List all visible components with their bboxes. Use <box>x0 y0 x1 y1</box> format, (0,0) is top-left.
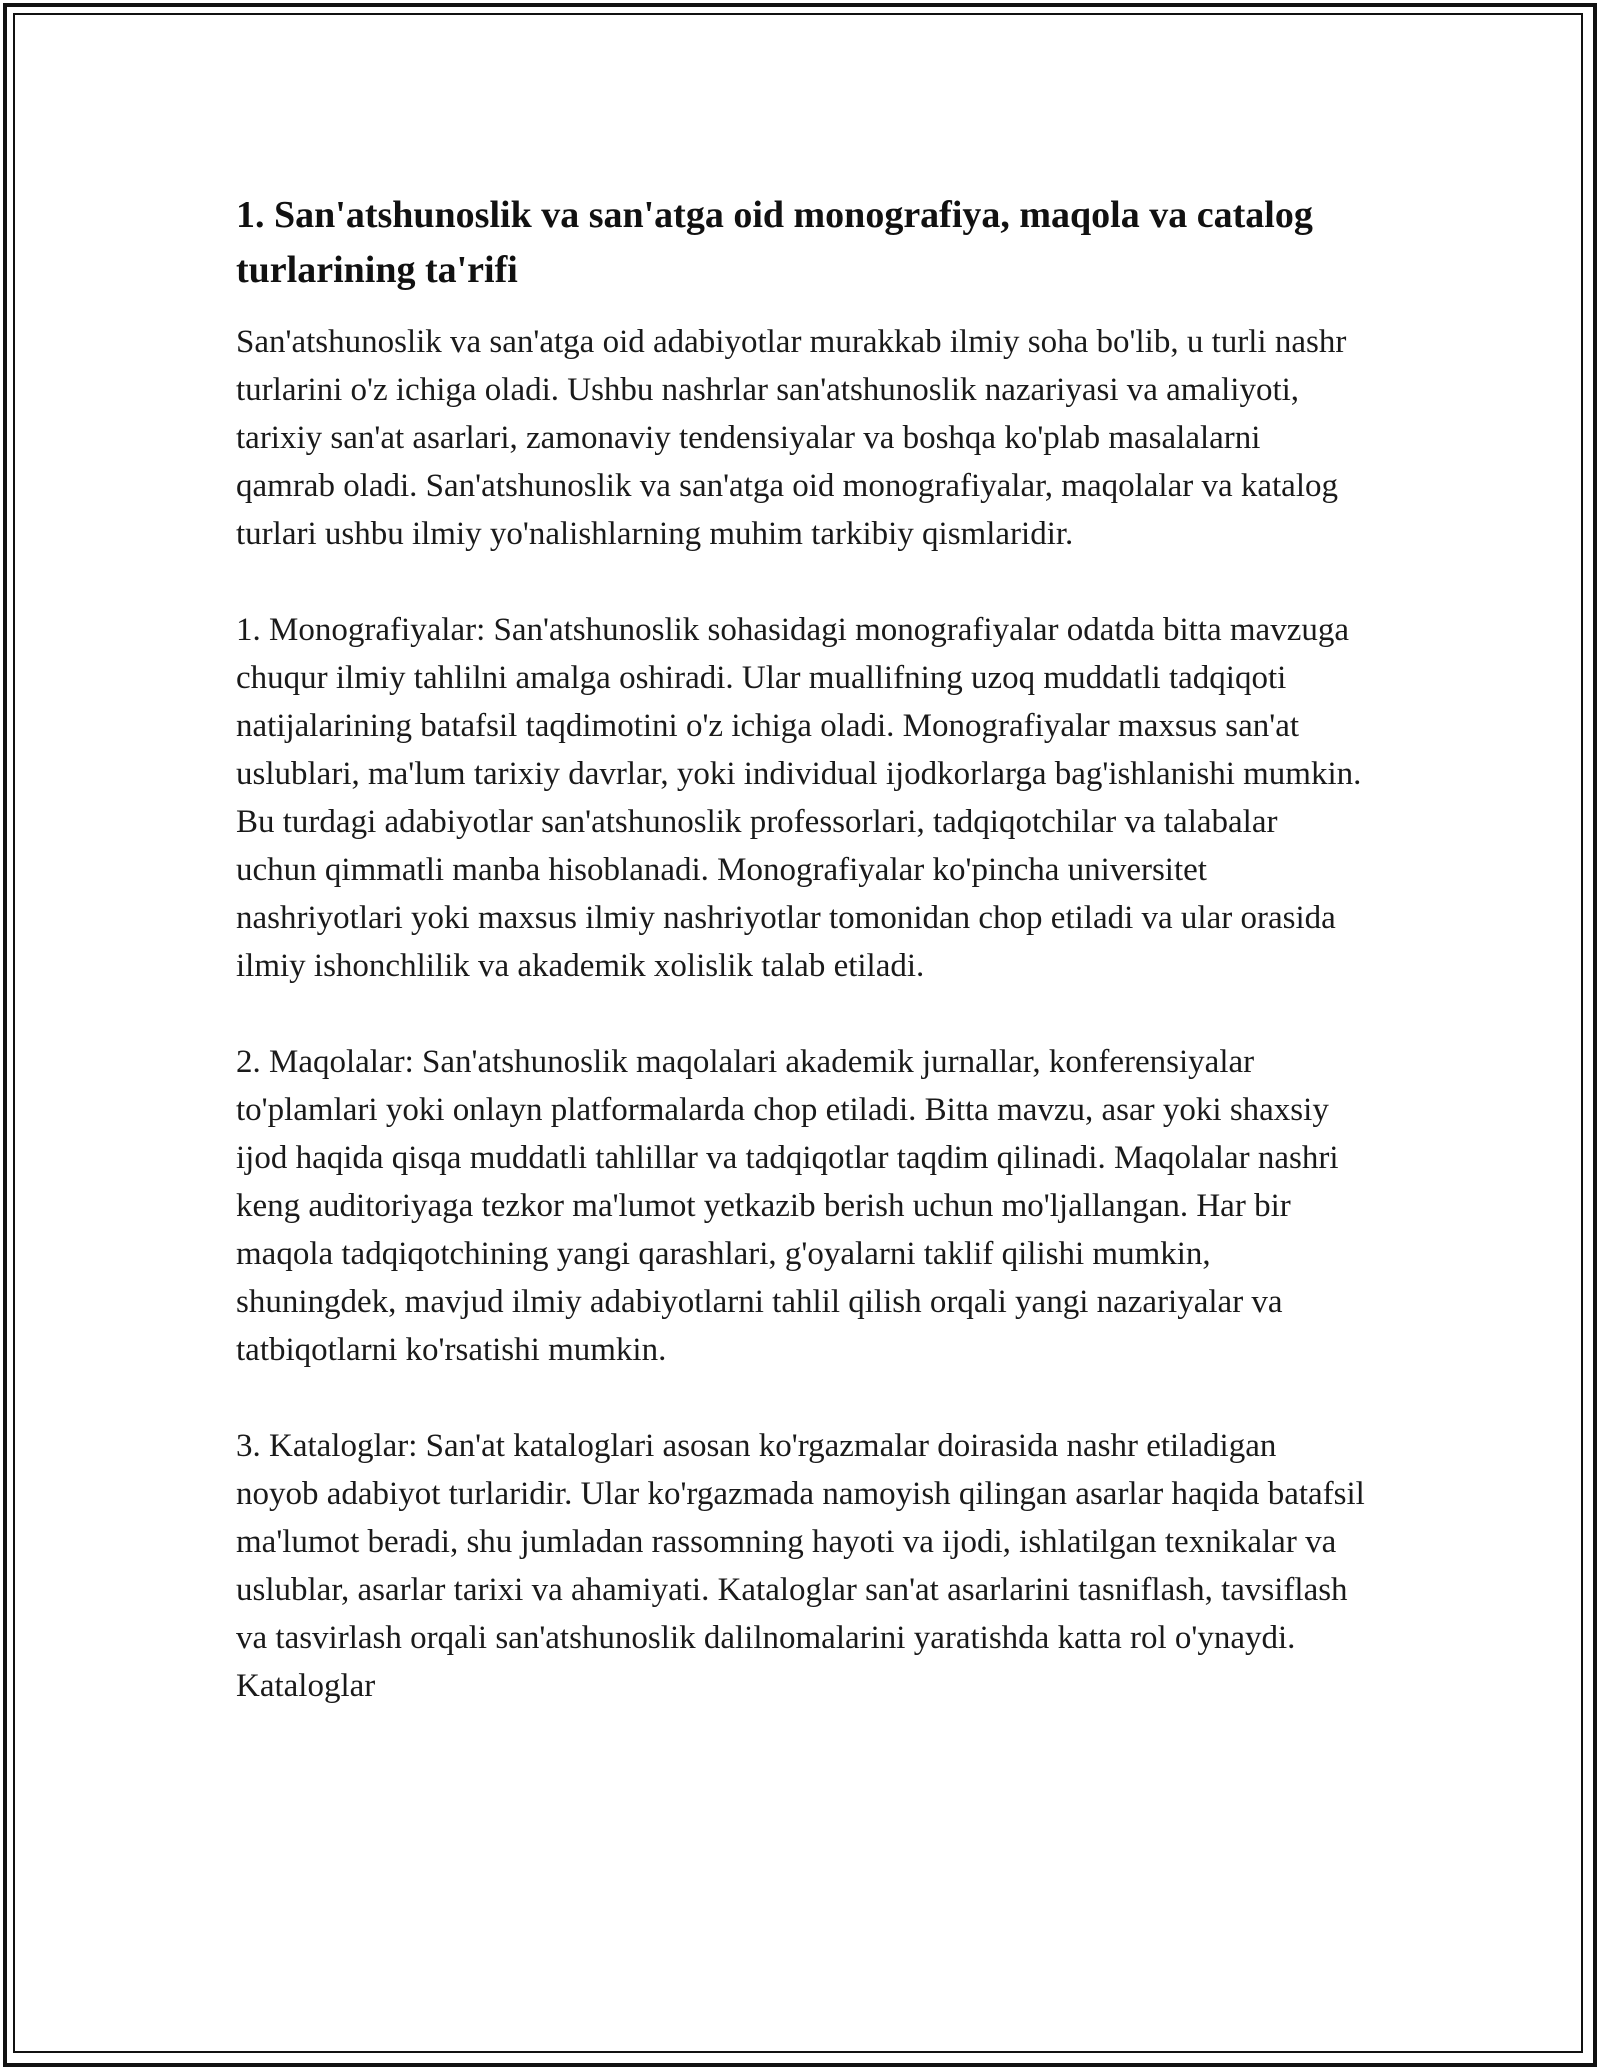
catalogs-paragraph: 3. Kataloglar: San'at kataloglari asosan ko'rgazmalar doirasida nashr etiladigan noyob adabiyot turlaridir. Ular ko'rgazmada namoyish qilingan asarlar haqida batafsil ma'lumot beradi, shu jumladan rassomning hayoti va ijodi, ishlatilgan texnikalar va uslublar, asarlar tarixi va ahamiyati. Kataloglar san'at asarlarini tasniflash, tavsiflash va tasvirlash orqali san'atshunoslik dalilnomalarini yaratishda katta rol o'ynaydi. Kataloglar <box>236 1428 1365 1704</box>
intro-paragraph: San'atshunoslik va san'atga oid adabiyotlar murakkab ilmiy soha bo'lib, u turli nashr turlarini o'z ichiga oladi. Ushbu nashrlar san'atshunoslik nazariyasi va amaliyoti, tarixiy san'at asarlari, zamonaviy tendensiyalar va boshqa ko'plab masalalarni qamrab oladi. San'atshunoslik va san'atga oid monografiyalar, maqolalar va katalog turlari ushbu ilmiy yo'nalishlarning muhim tarkibiy qismlaridir. <box>236 324 1347 552</box>
monographs-paragraph: 1. Monografiyalar: San'atshunoslik sohasidagi monografiyalar odatda bitta mavzuga chuqur ilmiy tahlilni amalga oshiradi. Ular muallifning uzoq muddatli tadqiqoti natijalarining batafsil taqdimotini o'z ichiga oladi. Monografiyalar maxsus san'at uslublari, ma'lum tarixiy davrlar, yoki individual ijodkorlarga bag'ishlanishi mumkin. Bu turdagi adabiyotlar san'atshunoslik professorlari, tadqiqotchilar va talabalar uchun qimmatli manba hisoblanadi. Monografiyalar ko'pincha universitet nashriyotlari yoki maxsus ilmiy nashriyotlar tomonidan chop etiladi va ular orasida ilmiy ishonchlilik va akademik xolislik talab etiladi. <box>236 612 1362 984</box>
document-page <box>236 188 1366 1758</box>
articles-paragraph: 2. Maqolalar: San'atshunoslik maqolalari akademik jurnallar, konferensiyalar to'plamlari yoki onlayn platformalarda chop etiladi. Bitta mavzu, asar yoki shaxsiy ijod haqida qisqa muddatli tahlillar va tadqiqotlar taqdim qilinadi. Maqolalar nashri keng auditoriyaga tezkor ma'lumot yetkazib berish uchun mo'ljallangan. Har bir maqola tadqiqotchining yangi qarashlari, g'oyalarni taklif qilishi mumkin, shuningdek, mavjud ilmiy adabiyotlarni tahlil qilish orqali yangi nazariyalar va tatbiqotlarni ko'rsatishi mumkin. <box>236 1044 1339 1368</box>
section-heading: 1. San'atshunoslik va san'atga oid monografiya, maqola va catalog turlarining ta'rifi <box>236 194 1313 291</box>
